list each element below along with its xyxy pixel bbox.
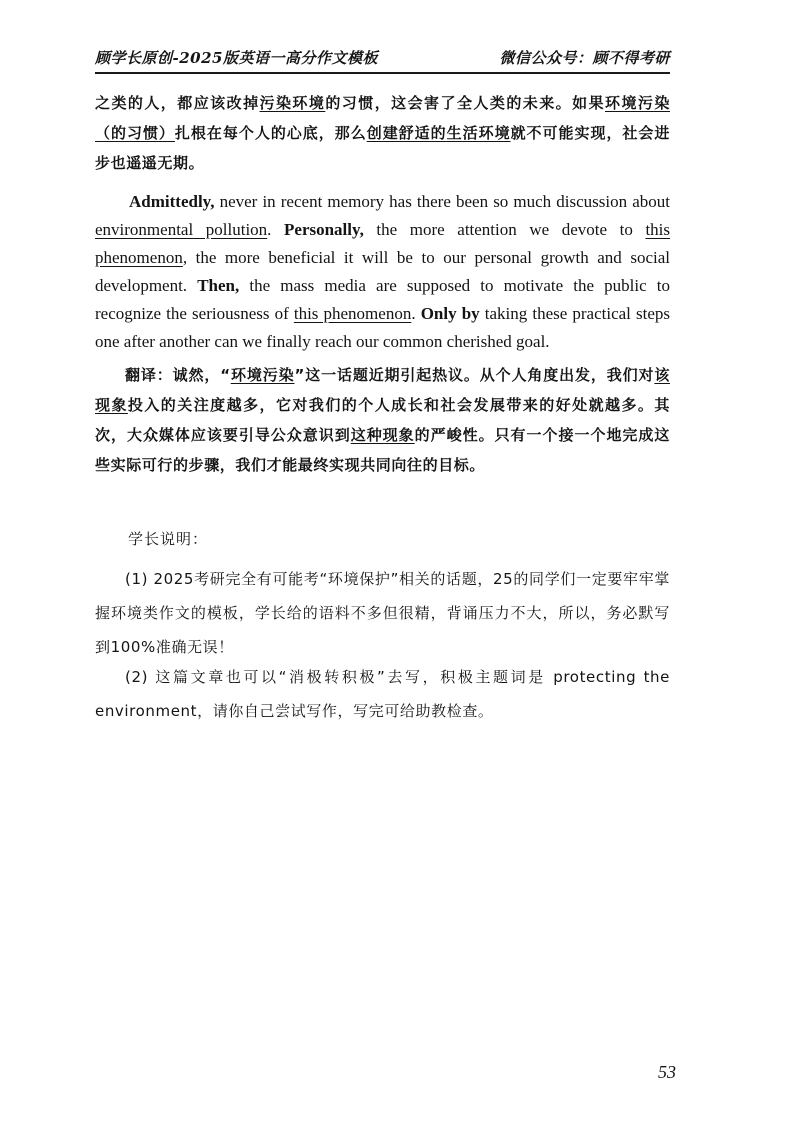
notes-title: 学长说明： xyxy=(128,530,209,548)
page-header xyxy=(95,42,670,74)
text-segment: 的严峻性。只有一个接一个地完成这些实际可行的步骤，我们才能最终实现共同向往的目标。 xyxy=(95,426,670,474)
text-segment: 扎根在每个人的心底，那么 xyxy=(174,124,367,142)
header-wechat-account: 微信公众号：顾不得考研 xyxy=(499,49,670,67)
text-segment: the mass media are supposed to motivate the public to recognize the seriousness of xyxy=(95,276,670,323)
underlined-phrase: 环境污染 xyxy=(230,366,295,384)
note-item-1: (1) 2025考研完全有可能考“环境保护”相关的话题，25的同学们一定要牢牢掌握环境类作文的模板，学长给的语料不多但很精，背诵压力不大，所以，务必默写到100%准确无误！ xyxy=(95,570,670,656)
page-number: 53 xyxy=(658,1062,676,1082)
text-segment: never in recent memory has there been so much discussion about xyxy=(214,192,670,211)
text-segment: taking these practical steps one after another can we finally reach our common cherished goal. xyxy=(95,304,670,351)
note-item-2: (2) 这篇文章也可以“消极转积极”去写，积极主题词是 protecting the environment，请你自己尝试写作，写完可给助教检查。 xyxy=(95,668,670,720)
transition-word: Personally, xyxy=(284,220,364,239)
underlined-phrase: 该现象 xyxy=(95,366,670,414)
translation-paragraph xyxy=(95,360,670,480)
underlined-phrase: 环境污染（的习惯） xyxy=(95,94,670,142)
underlined-phrase: 污染环境 xyxy=(259,94,326,112)
transition-word: Only by xyxy=(420,304,480,323)
text-segment: ”这一话题近期引起热议。从个人角度出发，我们对 xyxy=(294,366,655,384)
transition-word: Admittedly, xyxy=(129,192,215,211)
underlined-phrase: 这种现象 xyxy=(350,426,415,444)
text-segment: . xyxy=(411,304,421,323)
transition-word: Then, xyxy=(197,276,240,295)
underlined-phrase: this phenomenon xyxy=(95,220,671,267)
text-segment: , the more beneficial it will be to our personal growth and social development. xyxy=(95,248,670,295)
text-segment: the more attention we devote to xyxy=(363,220,646,239)
english-template-paragraph xyxy=(95,188,670,356)
text-segment: 的习惯，这会害了全人类的未来。如果 xyxy=(325,94,606,112)
text-segment: 就不可能实现，社会进步也遥遥无期。 xyxy=(95,124,670,172)
underlined-phrase: this phenomenon xyxy=(293,304,412,323)
underlined-phrase: 创建舒适的生活环境 xyxy=(366,124,511,142)
text-segment: . xyxy=(267,220,285,239)
text-segment: 翻译：诚然，“ xyxy=(125,366,231,384)
chinese-paragraph-continuation xyxy=(95,88,670,178)
text-segment: 投入的关注度越多，它对我们的个人成长和社会发展带来的好处就越多。其次，大众媒体应该要引导公众意识到 xyxy=(95,396,670,444)
text-segment: 之类的人，都应该改掉 xyxy=(95,94,260,112)
underlined-phrase: environmental pollution xyxy=(95,220,268,239)
header-title: 顾学长原创-2025版英语一高分作文模板 xyxy=(95,49,378,67)
